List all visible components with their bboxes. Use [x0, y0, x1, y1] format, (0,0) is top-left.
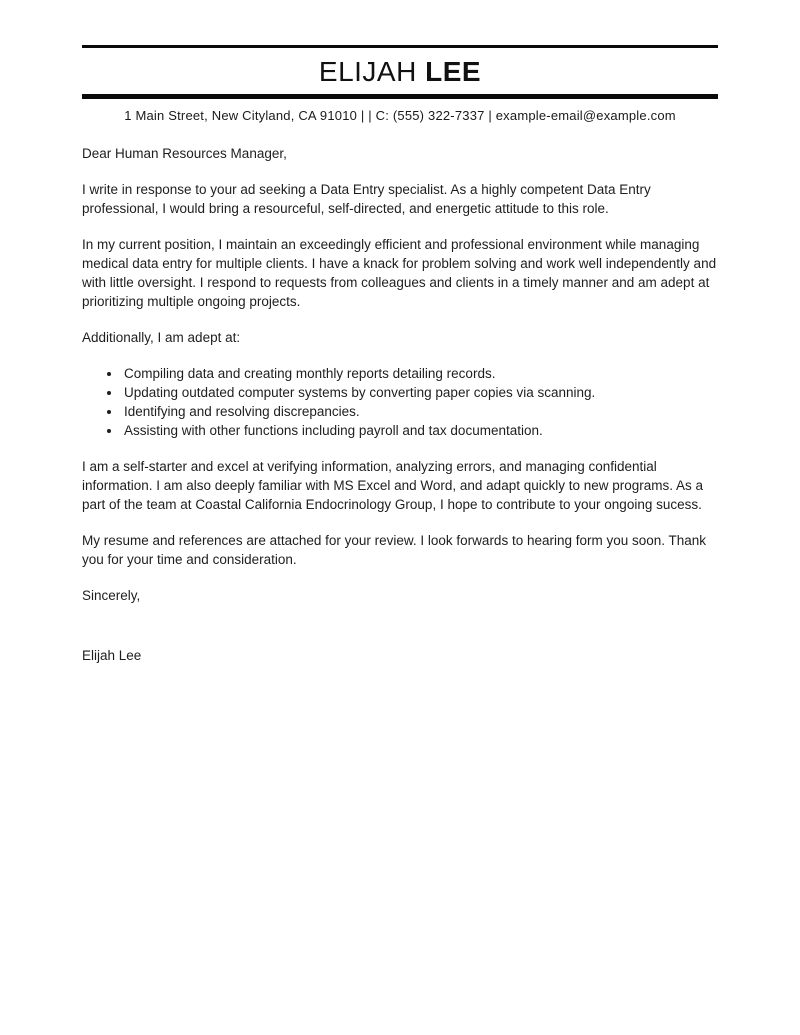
- list-item-assisting: • Assisting with other functions including payroll and tax documentation.: [122, 421, 718, 440]
- skills-list: [82, 364, 718, 440]
- page-title: [82, 48, 718, 94]
- header-bottom-rule: [82, 94, 718, 99]
- paragraph-self-starter: I am a self-starter and excel at verifying information, analyzing errors, and managing confidential information. I am also deeply familiar with MS Excel and Word, and adapt quickly to new programs. As a part of the team at Coastal California Endocrinology Group, I hope to contribute to your ongoing sucess.: [82, 459, 704, 512]
- signature: Elijah Lee: [82, 648, 142, 663]
- paragraph-resume: My resume and references are attached for your review. I look forwards to hearing form you soon. Thank you for your time and consideration.: [82, 533, 707, 567]
- name-last: LEE: [425, 56, 482, 87]
- list-item-compiling: • Compiling data and creating monthly reports detailing records.: [122, 364, 718, 383]
- paragraph-adept-intro: Additionally, I am adept at:: [82, 330, 241, 345]
- letter-body: [82, 144, 718, 665]
- paragraph-intro: I write in response to your ad seeking a Data Entry specialist. As a highly competent Data Entry professional, I would bring a resourceful, self-directed, and energetic attitude to this role.: [82, 182, 651, 216]
- paragraph-current-position: In my current position, I maintain an exceedingly efficient and professional environment while managing medical data entry for multiple clients. I have a knack for problem solving and work well independently and with little oversight. I respond to requests from colleagues and clients in a timely manner and am adept at prioritizing multiple ongoing projects.: [82, 237, 717, 309]
- list-item-identifying: • Identifying and resolving discrepancies.: [122, 402, 718, 421]
- list-item-updating: • Updating outdated computer systems by converting paper copies via scanning.: [122, 383, 718, 402]
- salutation: Dear Human Resources Manager,: [82, 146, 287, 161]
- name-first: ELIJAH: [318, 56, 417, 87]
- contact-line: 1 Main Street, New Cityland, CA 91010 | | C: (555) 322-7337 | example-email@example.com: [124, 108, 676, 123]
- signoff: Sincerely,: [82, 588, 141, 603]
